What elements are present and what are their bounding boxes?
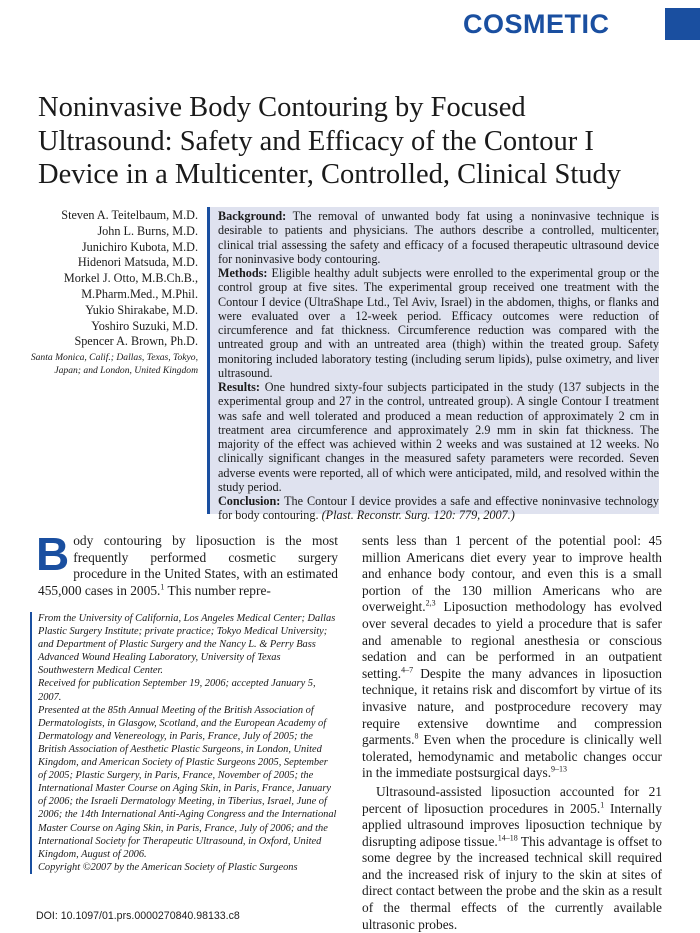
abstract-conclusion (218, 494, 659, 523)
reference-marker: 2,3 (425, 598, 436, 608)
reference-marker: 1 (160, 582, 165, 592)
author: Spencer A. Brown, Ph.D. (74, 334, 198, 349)
affiliation-locations: Santa Monica, Calif.; Dallas, Texas, Tokyo, Japan; and London, United Kingdom (30, 352, 198, 376)
author-list (30, 208, 198, 350)
body-text: Internally applied ultrasound improves liposuction technique by disrupting adipose tissue. (362, 800, 663, 849)
footnote-received: Received for publication September 19, 2006; accepted January 5, 2007. (38, 678, 316, 703)
abstract-methods (218, 266, 659, 380)
author: Hidenori Matsuda, M.D. (77, 255, 198, 270)
intro-paragraph (36, 528, 338, 599)
section-label: COSMETIC (463, 9, 610, 39)
author: Morkel J. Otto, M.B.Ch.B., (63, 271, 198, 286)
body-text: Despite the many advances in liposuction technique, it retains risk and discomfort by virtue of its invasive nature, and postprocedure recovery may require extensive downtime and compression garments. (362, 665, 662, 748)
author: Yukio Shirakabe, M.D. (85, 302, 198, 317)
footnote-copyright: Copyright ©2007 by the American Society of Plastic Surgeons (38, 861, 298, 873)
footnote-presented: Presented at the 85th Annual Meeting of the British Association of Dermatologists, in Glasgow, Scotland, and the European Academy of Dermatology and Venereology, in Paris, France, July of 2005; the British Association of Aesthetic Plastic Surgeons, in London, United Kingdom, and American Society of Plastic Surgeons 2005, September of 2005; Plastic Surgery, in Paris, France, November of 2005; the International Master Course on Aging Skin, in Paris, France, January of 2006; the Israeli Dermatology Meeting, in Tiberius, Israel, June of 2006; the 14th International Anti-Aging Congress and the International Master Course on Aging Skin, in Paris, France, July of 2006; and the International Society for Therapeutic Ultrasound, in Oxford, United Kingdom, August of 2006. (38, 704, 337, 860)
author: Steven A. Teitelbaum, M.D. (61, 208, 198, 222)
results-label: Results: (218, 380, 260, 394)
background-label: Background: (218, 209, 287, 223)
author: Junichiro Kubota, M.D. (81, 239, 198, 254)
reference-marker: 14–18 (497, 833, 518, 843)
title-line: Noninvasive Body Contouring by Focused (38, 92, 526, 123)
intro-text: ody contouring by liposuction is the most frequently performed cosmetic surgery procedure in the United States, with an estimated 455,000 cases in 2005. (38, 533, 338, 598)
reference-marker: 8 (414, 731, 419, 741)
body-paragraph (362, 533, 662, 782)
section-banner (463, 8, 700, 40)
methods-label: Methods: (218, 266, 268, 280)
abstract-results (218, 380, 659, 494)
footnote-from: From the University of California, Los Angeles Medical Center; Dallas Plastic Surgery Institute; private practice; Tokyo Medical University; and Department of Plastic Surgery and the Nancy L. & Perry Bass Advanced Wound Healing Laboratory, University of Texas Southwestern Medical Center. (38, 613, 336, 677)
article-title (38, 91, 658, 192)
methods-text: Eligible healthy adult subjects were enrolled to the experimental group or the control group at five sites. The experimental group received one treatment with the Contour I device (UltraShape Ltd., Tel Aviv, Israel) in the abdomen, thighs, or flanks and were evaluated over a 12-week period. Efficacy outcomes were reduction of circumference and fat thickness. Circumference reduction was compared with the untreated group and with an untreated area (thigh) within the treated group. Safety monitoring included laboratory testing (including serum lipids), pulse oximetry, and liver ultrasound. (218, 266, 659, 380)
body-text: Ultrasound-assisted liposuction accounted for 21 percent of liposuction procedures in 2005. (362, 783, 662, 816)
intro-tail: This number repre- (164, 582, 271, 598)
author: John L. Burns, M.D. (97, 223, 198, 238)
results-text: One hundred sixty-four subjects participated in the study (137 subjects in the experimental group and 27 in the control, untreated group). A single Contour I treatment was safe and well tolerated and produced a mean reduction of approximately 2 cm in treatment area circumference and approximately 2.9 mm in skin fat thickness. The majority of the effect was achieved within 2 weeks and was sustained at 12 weeks. No clinically significant changes in the measured safety parameters were recorded. Seven adverse events were reported, all of which were anticipated, mild, and resolved within the study period. (218, 380, 659, 494)
body-text: Even when the procedure is clinically well tolerated, hemodynamic and metabolic changes occur in the immediate postsurgical days. (362, 732, 662, 781)
title-line: Ultrasound: Safety and Efficacy of the Contour I (38, 125, 594, 157)
author: Yoshiro Suzuki, M.D. (91, 318, 198, 333)
citation: (Plast. Reconstr. Surg. 120: 779, 2007.) (321, 508, 515, 523)
conclusion-text: The Contour I device provides a safe and effective noninvasive technology for body contouring. (218, 494, 659, 523)
title-line: Device in a Multicenter, Controlled, Clinical Study (38, 159, 621, 190)
banner-accent-bar (665, 8, 700, 40)
abstract-background (218, 209, 659, 266)
body-text: sents less than 1 percent of the potential pool: 45 million Americans diet every year to improve health and enhance body contour, and even this is a small portion of the 130 million Americans who are overweight. (362, 533, 662, 615)
reference-marker: 4–7 (401, 665, 414, 675)
body-column-right (362, 533, 662, 933)
body-text: Liposuction methodology has evolved over several decades to yield a procedure that is safer and amenable to regional anesthesia or conscious sedation and can be performed in an outpatient setting. (362, 599, 662, 681)
drop-cap: B (36, 528, 70, 580)
body-column-left (36, 528, 338, 599)
author: M.Pharm.Med., M.Phil. (81, 286, 198, 301)
article-footnote (30, 612, 338, 874)
conclusion-label: Conclusion: (218, 494, 281, 508)
body-text: This advantage is offset to some degree by the increased technical skill required and the increased risk of injury to the skin at sites of direct contact between the probe and the skin as a result of the thermal effects of the currently available ultrasonic probes. (362, 833, 662, 932)
reference-marker: 9–13 (551, 764, 568, 774)
reference-marker: 1 (600, 800, 605, 810)
body-paragraph (362, 784, 662, 933)
background-text: The removal of unwanted body fat using a noninvasive technique is desirable to patients and physicians. The authors describe a controlled, multicenter, clinical trial assessing the safety and efficacy of a focused therapeutic ultrasound device for noninvasive body contouring. (218, 209, 659, 266)
doi: DOI: 10.1097/01.prs.0000270840.98133.c8 (36, 910, 240, 922)
abstract-box (207, 207, 659, 523)
